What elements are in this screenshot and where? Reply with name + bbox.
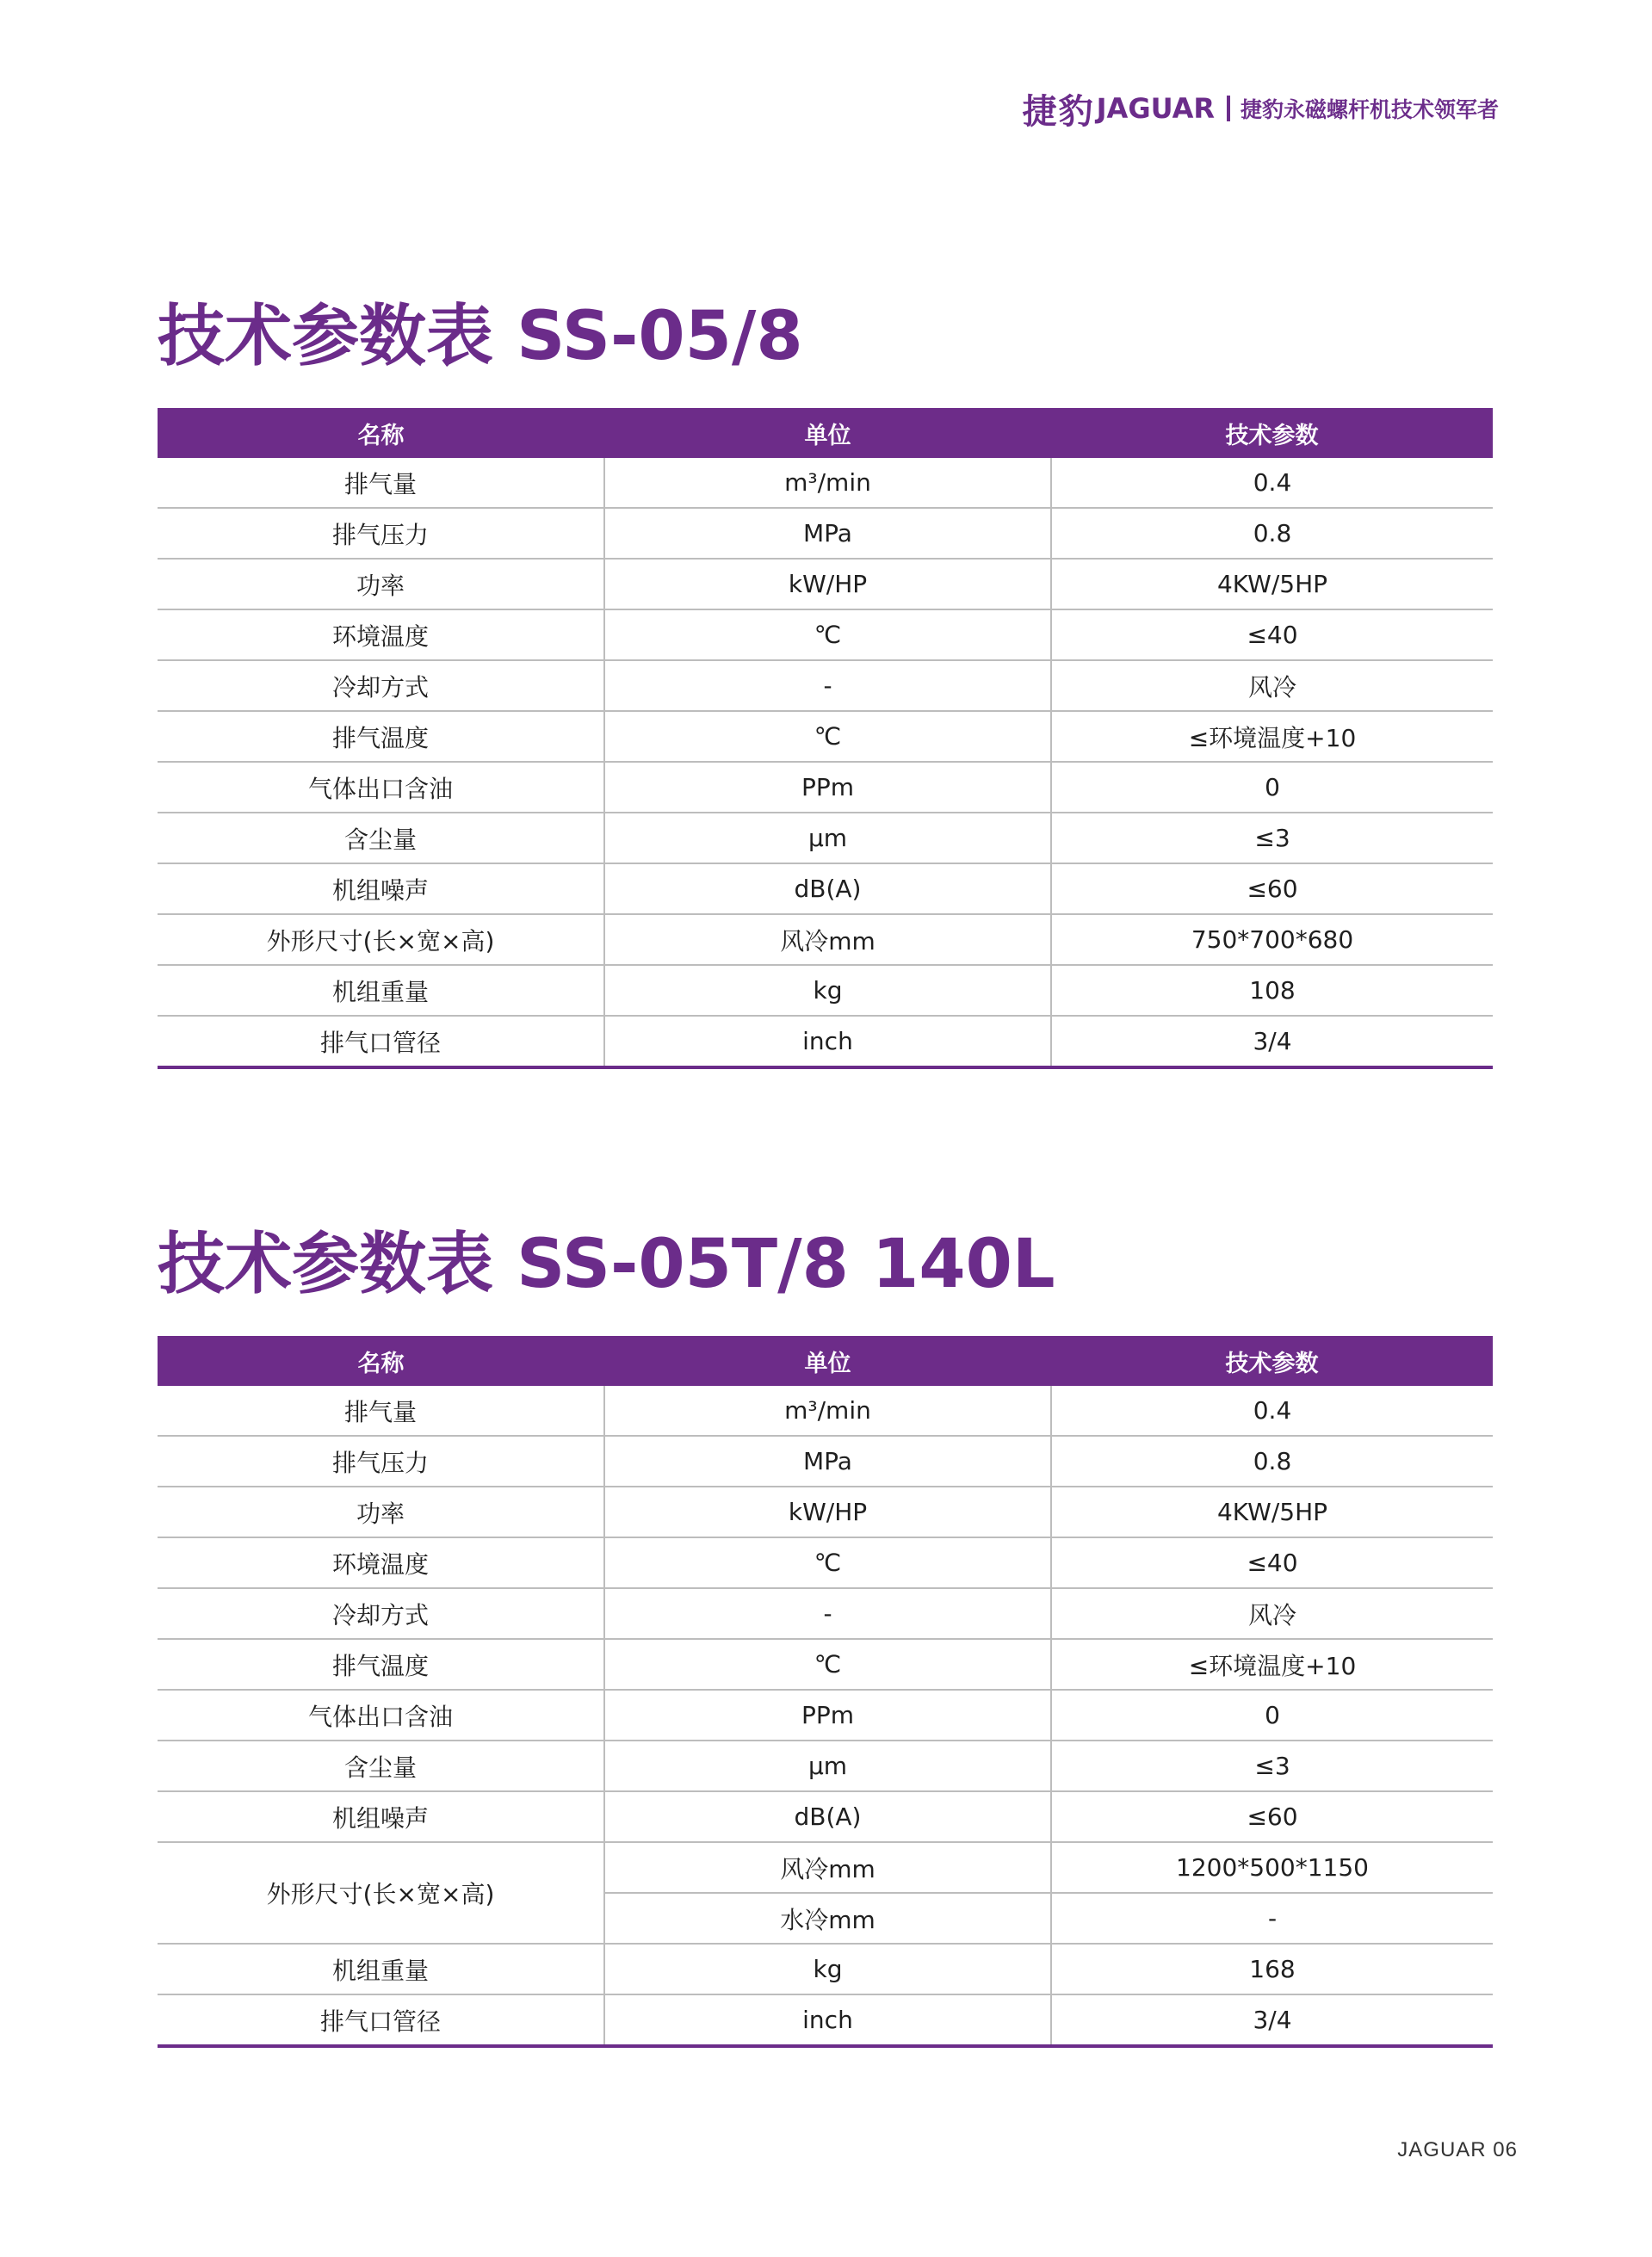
param-name: 排气口管径 (158, 1016, 604, 1067)
param-name: 功率 (158, 559, 604, 609)
param-name: 排气量 (343, 1397, 417, 1426)
page-footer (1397, 2138, 1518, 2162)
page-number: 06 (1493, 2138, 1518, 2161)
param-name: 含尘量 (158, 1741, 604, 1791)
param-value: 3/4 (1051, 1994, 1493, 2046)
param-name: 机组重量 (158, 1944, 604, 1994)
param-name: 排气口管径 (158, 1994, 604, 2046)
param-unit: μm (604, 1741, 1051, 1791)
param-unit: 风冷mm (604, 1842, 1051, 1893)
page-header (1023, 83, 1499, 134)
table-row-dimensions-air (158, 1842, 1493, 1893)
param-value: 0 (1051, 1690, 1493, 1741)
footer-brand: JAGUAR (1397, 2138, 1487, 2161)
table-row (158, 1487, 1493, 1537)
param-unit: kg (604, 965, 1051, 1016)
param-unit: PPm (604, 762, 1051, 813)
param-unit: kg (604, 1944, 1051, 1994)
param-value: 0.4 (1051, 458, 1493, 508)
param-value: - (1051, 1893, 1493, 1944)
param-unit: m³/min (604, 458, 1051, 508)
table-row (158, 1639, 1493, 1690)
param-value: ≤40 (1051, 1537, 1493, 1588)
table-header-row (158, 408, 1493, 458)
param-value: 4KW/5HP (1051, 559, 1493, 609)
header-divider (1227, 96, 1230, 121)
table-row (158, 711, 1493, 762)
table-row (158, 965, 1493, 1016)
param-value: 0.8 (1051, 1436, 1493, 1487)
param-unit: 风冷mm (604, 914, 1051, 965)
table-row (158, 1741, 1493, 1791)
param-unit: MPa (604, 1436, 1051, 1487)
param-unit: ℃ (604, 1537, 1051, 1588)
spec-table-title-1: 技术参数表 SS-05/8 (158, 298, 803, 375)
param-value: 750*700*680 (1051, 914, 1493, 965)
param-value: ≤40 (1051, 609, 1493, 660)
param-name: 排气温度 (158, 711, 604, 762)
param-value: 风冷 (1051, 1588, 1493, 1639)
param-value: 0.4 (1051, 1386, 1493, 1436)
brand-slogan: 捷豹永磁螺杆机技术领军者 (1240, 97, 1499, 122)
param-name: 外形尺寸(长×宽×高) (158, 914, 604, 965)
param-name: 排气压力 (158, 508, 604, 559)
param-value: ≤60 (1051, 1791, 1493, 1842)
table-header-row (158, 1336, 1493, 1386)
brand-name-cn: 捷豹 (1022, 91, 1095, 132)
table-row (158, 1588, 1493, 1639)
table-row (158, 609, 1493, 660)
column-header-unit: 单位 (604, 1336, 1051, 1386)
table-row (158, 1436, 1493, 1487)
param-unit: dB(A) (604, 1791, 1051, 1842)
table-row (158, 1537, 1493, 1588)
param-unit: inch (604, 1994, 1051, 2046)
table-row (158, 458, 1493, 508)
table-row (158, 1994, 1493, 2046)
param-name: 机组噪声 (158, 1791, 604, 1842)
brand-name-en: JAGUAR (1096, 92, 1215, 125)
column-header-value: 技术参数 (1051, 408, 1493, 458)
param-name: 环境温度 (158, 1537, 604, 1588)
param-value: ≤环境温度+10 (1051, 711, 1493, 762)
param-name: 机组噪声 (158, 863, 604, 914)
table-row (158, 1016, 1493, 1067)
param-name: 气体出口含油 (158, 762, 604, 813)
param-unit: ℃ (604, 711, 1051, 762)
param-name: 含尘量 (158, 813, 604, 863)
param-unit: 水冷mm (604, 1893, 1051, 1944)
param-name: 外形尺寸(长×宽×高) (158, 1842, 604, 1944)
column-header-value: 技术参数 (1051, 1336, 1493, 1386)
table-row (158, 559, 1493, 609)
param-value: 4KW/5HP (1051, 1487, 1493, 1537)
param-unit: kW/HP (604, 559, 1051, 609)
param-name: 冷却方式 (158, 1588, 604, 1639)
table-row (158, 1690, 1493, 1741)
param-value: ≤3 (1051, 1741, 1493, 1791)
param-unit: MPa (604, 508, 1051, 559)
table-row (158, 1944, 1493, 1994)
param-name: 冷却方式 (158, 660, 604, 711)
param-name: 排气温度 (158, 1639, 604, 1690)
param-unit: ℃ (604, 1639, 1051, 1690)
table-row (158, 813, 1493, 863)
param-unit: - (604, 660, 1051, 711)
table-row (158, 508, 1493, 559)
param-name: 气体出口含油 (158, 1690, 604, 1741)
param-unit: μm (604, 813, 1051, 863)
param-name: 机组重量 (158, 965, 604, 1016)
param-value: ≤3 (1051, 813, 1493, 863)
column-header-name: 名称 (158, 1336, 604, 1386)
param-unit: inch (604, 1016, 1051, 1067)
table-row (158, 660, 1493, 711)
param-value: ≤环境温度+10 (1051, 1639, 1493, 1690)
param-name: 环境温度 (158, 609, 604, 660)
param-unit: PPm (604, 1690, 1051, 1741)
spec-table-ss-05-8 (158, 408, 1493, 1069)
param-unit: ℃ (604, 609, 1051, 660)
table-row (158, 863, 1493, 914)
column-header-unit: 单位 (604, 408, 1051, 458)
param-value: 108 (1051, 965, 1493, 1016)
table-row (158, 1791, 1493, 1842)
param-name: 功率 (158, 1487, 604, 1537)
param-unit: kW/HP (604, 1487, 1051, 1537)
param-value: ≤60 (1051, 863, 1493, 914)
column-header-name: 名称 (158, 408, 604, 458)
param-value: 0 (1051, 762, 1493, 813)
param-value: 168 (1051, 1944, 1493, 1994)
param-unit: dB(A) (604, 863, 1051, 914)
param-name: 排气压力 (158, 1436, 604, 1487)
param-unit: - (604, 1588, 1051, 1639)
spec-table-ss-05t-8-140l (158, 1336, 1493, 2048)
table-row (158, 914, 1493, 965)
table-row (158, 762, 1493, 813)
param-value: 0.8 (1051, 508, 1493, 559)
param-value: 1200*500*1150 (1051, 1842, 1493, 1893)
spec-table-title-2: 技术参数表 SS-05T/8 140L (158, 1226, 1055, 1303)
param-unit: m³/min (604, 1386, 1051, 1436)
param-value: 3/4 (1051, 1016, 1493, 1067)
param-name: 排气量 (343, 469, 417, 498)
param-value: 风冷 (1051, 660, 1493, 711)
table-row (158, 1386, 1493, 1436)
